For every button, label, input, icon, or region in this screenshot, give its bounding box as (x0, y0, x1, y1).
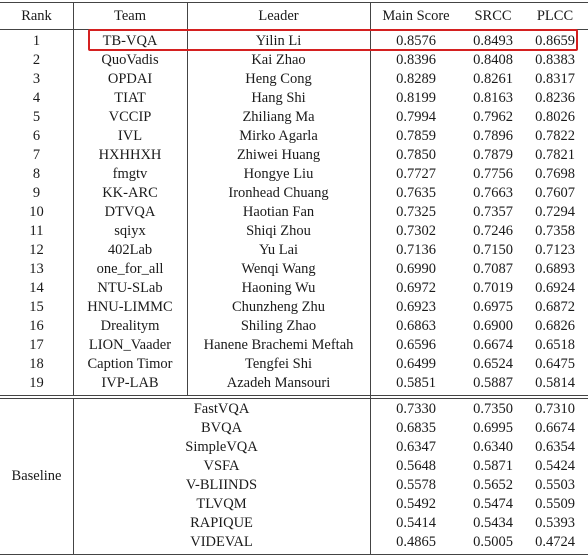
baseline-srcc-cell: 0.5871 (473, 458, 513, 474)
plcc-cell: 0.6518 (535, 337, 575, 353)
plcc-cell: 0.5814 (535, 375, 575, 391)
main-score-cell: 0.6499 (396, 356, 436, 372)
team-cell: 402Lab (107, 242, 153, 258)
main-score-cell: 0.7136 (396, 242, 436, 258)
team-cell: NTU-SLab (97, 280, 163, 296)
team-cell: KK-ARC (102, 185, 158, 201)
srcc-cell: 0.8408 (473, 52, 513, 68)
baseline-method-cell: RAPIQUE (190, 515, 253, 531)
header-leader: Leader (258, 8, 299, 24)
plcc-cell: 0.7822 (535, 128, 575, 144)
plcc-cell: 0.8026 (535, 109, 575, 125)
srcc-cell: 0.8493 (473, 33, 513, 49)
baseline-srcc-cell: 0.5434 (473, 515, 513, 531)
leader-cell: Haoning Wu (241, 280, 316, 296)
section-rule (0, 395, 588, 396)
baseline-srcc-cell: 0.7350 (473, 401, 513, 417)
baseline-main-score-cell: 0.6835 (396, 420, 436, 436)
baseline-srcc-cell: 0.5005 (473, 534, 513, 550)
srcc-cell: 0.7246 (473, 223, 513, 239)
rank-cell: 7 (32, 147, 41, 163)
srcc-cell: 0.5887 (473, 375, 513, 391)
plcc-cell: 0.7123 (535, 242, 575, 258)
baseline-srcc-cell: 0.6340 (473, 439, 513, 455)
leader-cell: Ironhead Chuang (228, 185, 329, 201)
srcc-cell: 0.7019 (473, 280, 513, 296)
baseline-method-cell: SimpleVQA (185, 439, 258, 455)
main-score-cell: 0.6923 (396, 299, 436, 315)
main-score-cell: 0.6596 (396, 337, 436, 353)
team-cell: HXHHXH (98, 147, 162, 163)
leader-cell: Shiling Zhao (240, 318, 317, 334)
main-score-cell: 0.7325 (396, 204, 436, 220)
rank-cell: 6 (32, 128, 41, 144)
leader-cell: Kai Zhao (251, 52, 306, 68)
baseline-srcc-cell: 0.6995 (473, 420, 513, 436)
header-plcc: PLCC (536, 8, 574, 24)
rank-cell: 14 (29, 280, 44, 296)
leader-cell: Hongye Liu (243, 166, 314, 182)
team-cell: DTVQA (104, 204, 156, 220)
leader-cell: Zhiwei Huang (236, 147, 321, 163)
section-rule-2 (0, 398, 588, 399)
plcc-cell: 0.6826 (535, 318, 575, 334)
rank-cell: 15 (29, 299, 44, 315)
baseline-method-cell: FastVQA (193, 401, 250, 417)
srcc-cell: 0.7663 (473, 185, 513, 201)
rank-cell: 12 (29, 242, 44, 258)
bottom-rule (0, 554, 588, 555)
main-score-cell: 0.7994 (396, 109, 436, 125)
rank-cell: 9 (32, 185, 41, 201)
team-cell: one_for_all (96, 261, 164, 277)
main-score-cell: 0.8199 (396, 90, 436, 106)
main-score-cell: 0.6863 (396, 318, 436, 334)
baseline-plcc-cell: 0.6674 (535, 420, 575, 436)
header-main-score: Main Score (382, 8, 450, 24)
rank-cell: 11 (29, 223, 44, 239)
baseline-plcc-cell: 0.5393 (535, 515, 575, 531)
baseline-srcc-cell: 0.5652 (473, 477, 513, 493)
plcc-cell: 0.8659 (535, 33, 575, 49)
leader-cell: Hang Shi (251, 90, 306, 106)
leader-cell: Mirko Agarla (239, 128, 318, 144)
srcc-cell: 0.7087 (473, 261, 513, 277)
srcc-cell: 0.6900 (473, 318, 513, 334)
rank-cell: 19 (29, 375, 44, 391)
rank-cell: 3 (32, 71, 41, 87)
plcc-cell: 0.6475 (535, 356, 575, 372)
srcc-cell: 0.6975 (473, 299, 513, 315)
leader-cell: Heng Cong (245, 71, 312, 87)
rank-cell: 17 (29, 337, 44, 353)
baseline-main-score-cell: 0.6347 (396, 439, 436, 455)
main-score-cell: 0.5851 (396, 375, 436, 391)
baseline-main-score-cell: 0.7330 (396, 401, 436, 417)
team-cell: QuoVadis (101, 52, 159, 68)
srcc-cell: 0.7896 (473, 128, 513, 144)
baseline-plcc-cell: 0.5424 (535, 458, 575, 474)
team-cell: OPDAI (107, 71, 153, 87)
main-score-cell: 0.7850 (396, 147, 436, 163)
leader-cell: Shiqi Zhou (246, 223, 311, 239)
plcc-cell: 0.7294 (535, 204, 575, 220)
team-cell: HNU-LIMMC (87, 299, 173, 315)
team-cell: TB-VQA (102, 33, 158, 49)
baseline-plcc-cell: 0.5503 (535, 477, 575, 493)
plcc-cell: 0.8383 (535, 52, 575, 68)
rank-cell: 5 (32, 109, 41, 125)
header-srcc: SRCC (474, 8, 512, 24)
plcc-cell: 0.7358 (535, 223, 575, 239)
leader-cell: Yilin Li (255, 33, 302, 49)
team-cell: IVL (117, 128, 143, 144)
main-score-cell: 0.6990 (396, 261, 436, 277)
baseline-plcc-cell: 0.5509 (535, 496, 575, 512)
baseline-main-score-cell: 0.5492 (396, 496, 436, 512)
baseline-method-cell: V-BLIINDS (185, 477, 258, 493)
leader-cell: Yu Lai (258, 242, 299, 258)
team-cell: IVP-LAB (101, 375, 159, 391)
team-cell: TIAT (114, 90, 146, 106)
baseline-label: Baseline (11, 468, 62, 484)
srcc-cell: 0.7756 (473, 166, 513, 182)
baseline-plcc-cell: 0.4724 (535, 534, 575, 550)
rank-cell: 2 (32, 52, 41, 68)
rank-cell: 18 (29, 356, 44, 372)
baseline-method-cell: VSFA (203, 458, 240, 474)
plcc-cell: 0.7607 (535, 185, 575, 201)
plcc-cell: 0.8236 (535, 90, 575, 106)
plcc-cell: 0.8317 (535, 71, 575, 87)
srcc-cell: 0.8163 (473, 90, 513, 106)
srcc-cell: 0.6674 (473, 337, 513, 353)
header-rank: Rank (21, 8, 52, 24)
main-score-cell: 0.8576 (396, 33, 436, 49)
main-score-cell: 0.6972 (396, 280, 436, 296)
team-cell: Caption Timor (87, 356, 173, 372)
baseline-srcc-cell: 0.5474 (473, 496, 513, 512)
main-score-cell: 0.7635 (396, 185, 436, 201)
rank-cell: 8 (32, 166, 41, 182)
main-score-cell: 0.8289 (396, 71, 436, 87)
baseline-method-cell: VIDEVAL (190, 534, 253, 550)
top-rule (0, 2, 588, 3)
plcc-cell: 0.6872 (535, 299, 575, 315)
rank-cell: 1 (32, 33, 41, 49)
leader-cell: Zhiliang Ma (242, 109, 315, 125)
plcc-cell: 0.6924 (535, 280, 575, 296)
baseline-main-score-cell: 0.5648 (396, 458, 436, 474)
team-cell: sqiyx (114, 223, 146, 239)
rank-cell: 4 (32, 90, 41, 106)
team-cell: fmgtv (112, 166, 148, 182)
rank-cell: 16 (29, 318, 44, 334)
baseline-method-cell: TLVQM (196, 496, 247, 512)
leader-cell: Chunzheng Zhu (231, 299, 326, 315)
team-cell: Drealitym (100, 318, 160, 334)
main-score-cell: 0.7859 (396, 128, 436, 144)
baseline-plcc-cell: 0.6354 (535, 439, 575, 455)
rank-cell: 13 (29, 261, 44, 277)
plcc-cell: 0.6893 (535, 261, 575, 277)
baseline-plcc-cell: 0.7310 (535, 401, 575, 417)
srcc-cell: 0.7357 (473, 204, 513, 220)
baseline-main-score-cell: 0.4865 (396, 534, 436, 550)
srcc-cell: 0.7150 (473, 242, 513, 258)
srcc-cell: 0.7962 (473, 109, 513, 125)
plcc-cell: 0.7821 (535, 147, 575, 163)
srcc-cell: 0.8261 (473, 71, 513, 87)
main-score-cell: 0.7727 (396, 166, 436, 182)
baseline-main-score-cell: 0.5578 (396, 477, 436, 493)
baseline-method-cell: BVQA (200, 420, 243, 436)
main-score-cell: 0.8396 (396, 52, 436, 68)
header-team: Team (114, 8, 146, 24)
rank-cell: 10 (29, 204, 44, 220)
leader-cell: Hanene Brachemi Meftah (203, 337, 354, 353)
leader-cell: Wenqi Wang (241, 261, 316, 277)
team-cell: VCCIP (108, 109, 152, 125)
team-cell: LION_Vaader (88, 337, 172, 353)
baseline-main-score-cell: 0.5414 (396, 515, 436, 531)
leader-cell: Haotian Fan (242, 204, 315, 220)
main-score-cell: 0.7302 (396, 223, 436, 239)
leader-cell: Tengfei Shi (244, 356, 313, 372)
srcc-cell: 0.7879 (473, 147, 513, 163)
plcc-cell: 0.7698 (535, 166, 575, 182)
leader-cell: Azadeh Mansouri (226, 375, 331, 391)
srcc-cell: 0.6524 (473, 356, 513, 372)
